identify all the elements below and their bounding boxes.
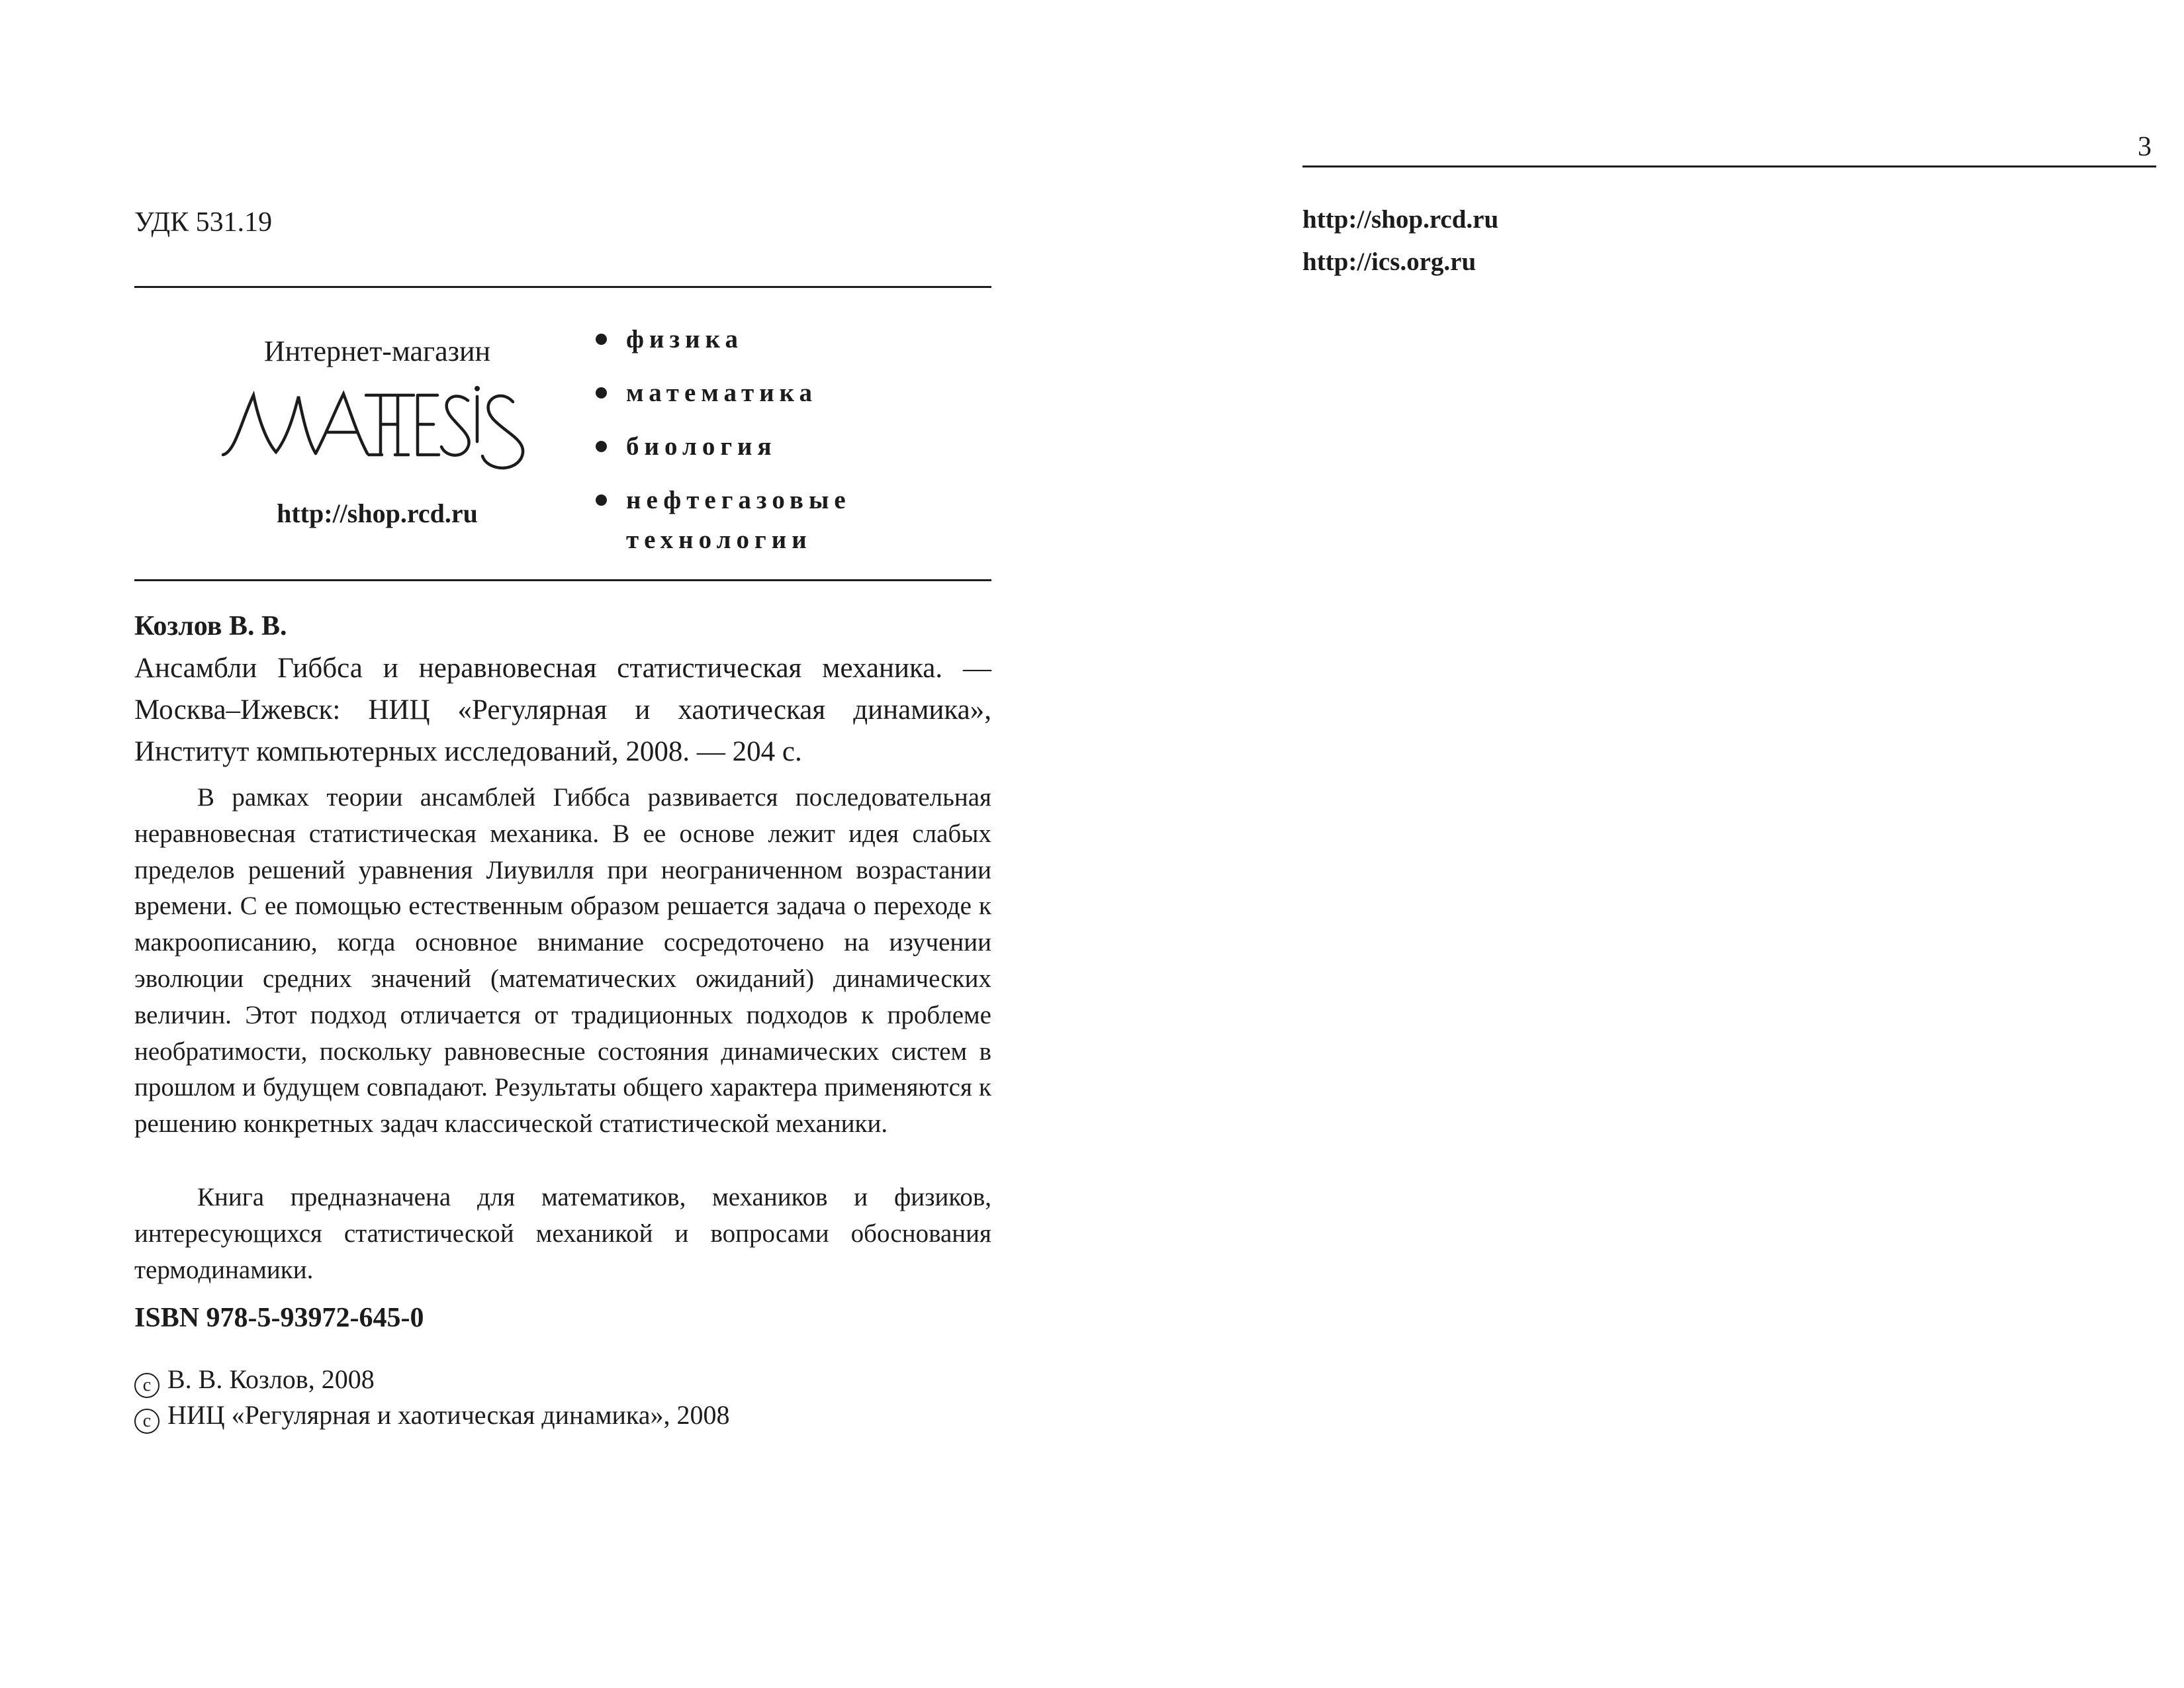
copyright-line [134,1398,730,1434]
topic-label: физика [626,325,743,353]
mathesis-logo [215,381,546,477]
topic-item [596,312,851,366]
bullet-icon [596,334,607,345]
copyright-line [134,1362,375,1398]
topic-item [596,420,851,473]
bullet-icon [596,387,607,399]
topics-list [596,312,851,561]
page-number: 3 [2138,132,2152,162]
topic-item [596,473,851,561]
bibliographic-entry: Ансамбли Гиббса и неравновесная статистическая механика. — Москва–Ижевск: НИЦ «Регулярная и хаотическая динамика», Институт компьютерных исследований, 2008. — 204 с. [134,653,991,767]
shop-url[interactable]: http://shop.rcd.ru [277,498,478,528]
copyright-icon: c [134,1373,159,1398]
udk-code: УДК 531.19 [134,207,273,238]
bullet-icon [596,441,607,452]
advert-bottom-divider [134,579,991,581]
author-name: Козлов В. В. [134,611,287,641]
abstract-paragraph: В рамках теории ансамблей Гиббса развивается последовательная неравновесная статистическая механика. В ее основе лежит идея слабых пределов решений уравнения Лиувилля при неограниченном возрастании времени. С ее помощью естественным образом решается задача о переходе к макроописанию, когда основное внимание сосредоточено на изучении эволюции средних значений (математических ожиданий) динамических величин. Этот подход отличается от традиционных подходов к проблеме необратимости, поскольку равновесные состояния динамических систем в прошлом и будущем совпадают. Результаты общего характера применяются к решению конкретных задач классической статистической механики. [134,783,991,1139]
topic-item [596,366,851,420]
copyright-text: НИЦ «Регулярная и хаотическая динамика», 2008 [167,1400,730,1430]
topic-label: математика [626,379,818,407]
advert-top-divider [134,286,991,288]
abstract-paragraph: Книга предназначена для математиков, механиков и физиков, интересующихся статистической механикой и вопросами обоснования термодинамики. [134,1183,991,1284]
shop-link[interactable]: http://shop.rcd.ru [1302,205,1499,234]
header-divider [1302,165,2156,167]
topic-label-continuation: технологии [626,526,812,554]
copyright-text: В. В. Козлов, 2008 [167,1364,375,1394]
shop-label: Интернет-магазин [263,335,491,367]
topic-label: биология [626,432,777,461]
isbn: ISBN 978-5-93972-645-0 [134,1303,424,1333]
copyright-icon: c [134,1409,159,1434]
ics-link[interactable]: http://ics.org.ru [1302,248,1477,276]
topic-label: нефтегазовые [626,486,851,514]
bullet-icon [596,494,607,506]
